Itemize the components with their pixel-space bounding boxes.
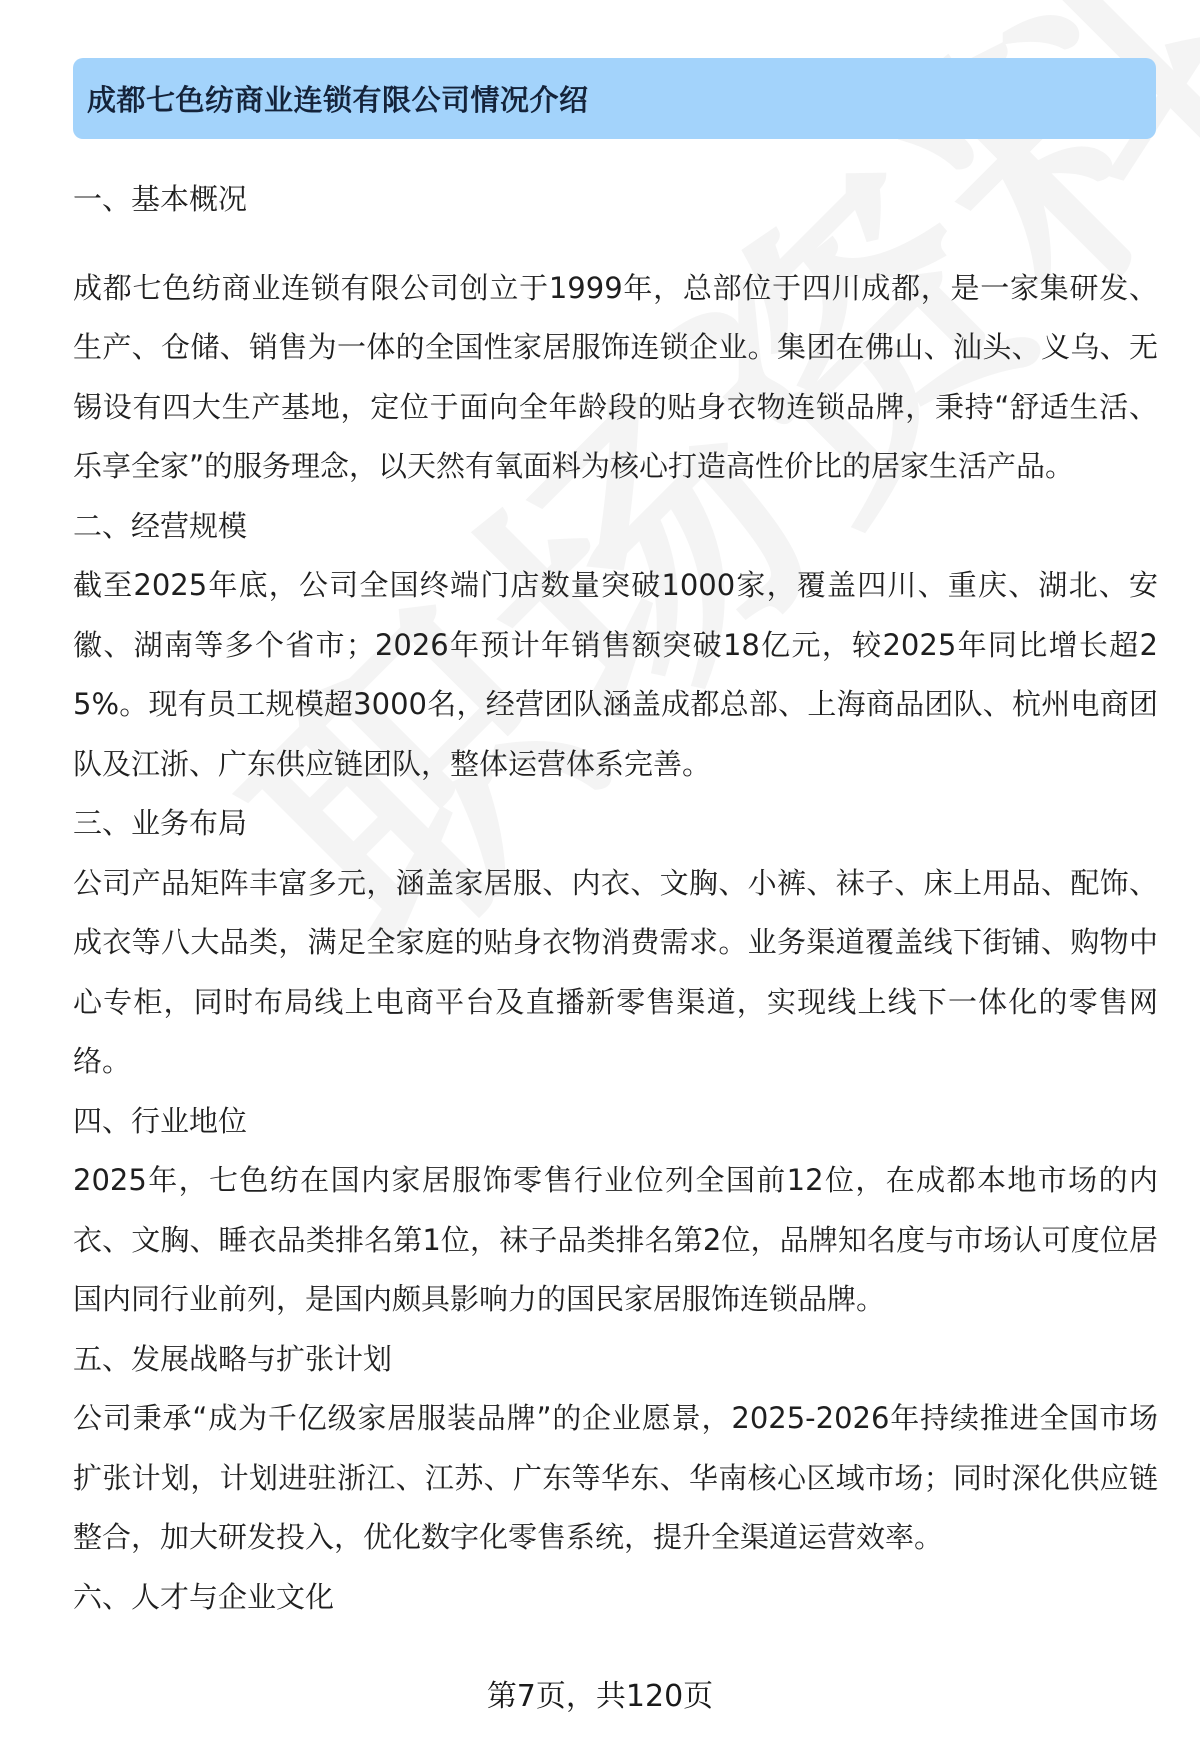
section-body-strategy: 公司秉承“成为千亿级家居服装品牌”的企业愿景，2025-2026年持续推进全国市场扩张计划，计划进驻浙江、江苏、广东等华东、华南核心区域市场；同时深化供应链整合，加大研发投入，优化数字化零售系统，提升全渠道运营效率。 <box>73 1401 1158 1554</box>
section-heading-scale: 二、经营规模 <box>73 508 248 543</box>
title-banner <box>73 58 1156 139</box>
section-body-industry-position: 2025年，七色纺在国内家居服饰零售行业位列全国前12位，在成都本地市场的内衣、文胸、睡衣品类排名第1位，袜子品类排名第2位，品牌知名度与市场认可度位居国内同行业前列，是国内颇具影响力的国民家居服饰连锁品牌。 <box>73 1163 1158 1316</box>
section-heading-talent-culture: 六、人才与企业文化 <box>73 1579 335 1614</box>
section-heading-industry-position: 四、行业地位 <box>73 1103 248 1138</box>
page-number: 第7页，共120页 <box>486 1679 714 1714</box>
section-body-business: 公司产品矩阵丰富多元，涵盖家居服、内衣、文胸、小裤、袜子、床上用品、配饰、成衣等八大品类，满足全家庭的贴身衣物消费需求。业务渠道覆盖线下街铺、购物中心专柜，同时布局线上电商平台及直播新零售渠道，实现线上线下一体化的零售网络。 <box>73 865 1158 1078</box>
document-body <box>73 170 1158 1627</box>
section-body-scale: 截至2025年底，公司全国终端门店数量突破1000家，覆盖四川、重庆、湖北、安徽、湖南等多个省市；2026年预计年销售额突破18亿元，较2025年同比增长超25%。现有员工规模超3000名，经营团队涵盖成都总部、上海商品团队、杭州电商团队及江浙、广东供应链团队，整体运营体系完善。 <box>73 568 1158 781</box>
section-body-overview: 成都七色纺商业连锁有限公司创立于1999年，总部位于四川成都，是一家集研发、生产、仓储、销售为一体的全国性家居服饰连锁企业。集团在佛山、汕头、义乌、无锡设有四大生产基地，定位于面向全年龄段的贴身衣物连锁品牌，秉持“舒适生活、乐享全家”的服务理念，以天然有氧面料为核心打造高性价比的居家生活产品。 <box>73 270 1158 483</box>
document-title: 成都七色纺商业连锁有限公司情况介绍 <box>87 83 589 117</box>
section-heading-overview: 一、基本概况 <box>73 182 248 216</box>
section-heading-business: 三、业务布局 <box>73 806 248 840</box>
section-heading-strategy: 五、发展战略与扩张计划 <box>73 1341 393 1376</box>
